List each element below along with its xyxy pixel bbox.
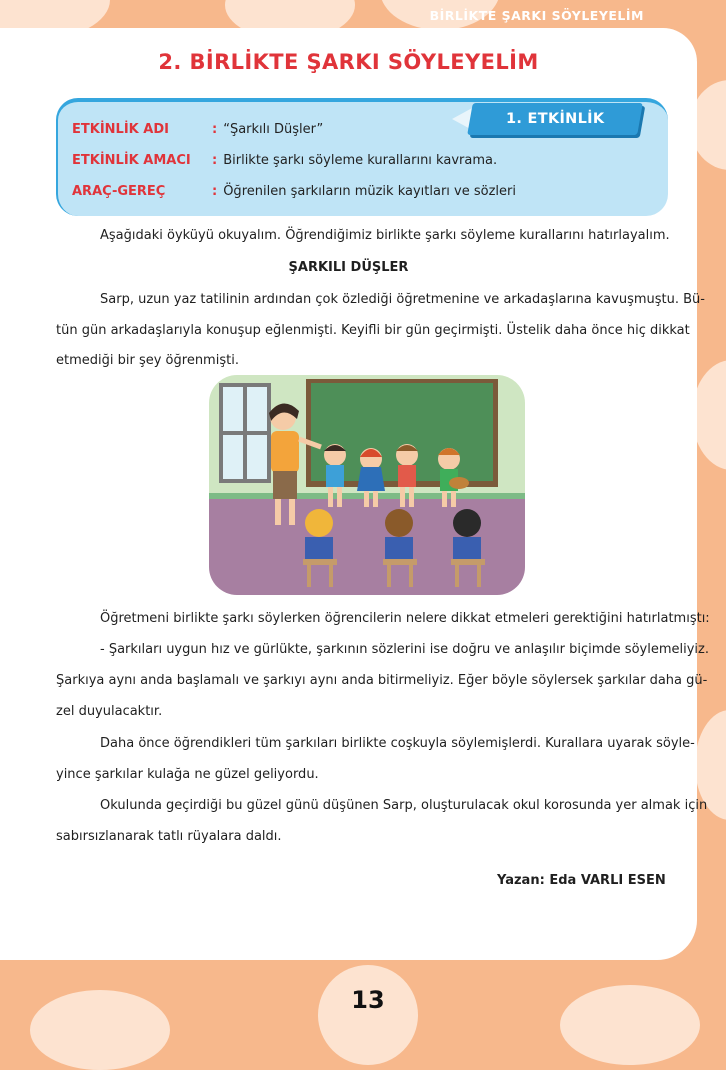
story-line: tün gün arkadaşlarıyla konuşup eğlenmişti. Keyifli bir gün geçirmişti. Üstelik daha önce hiç dikkat: [56, 323, 690, 338]
story-title: ŞARKILI DÜŞLER: [288, 260, 409, 275]
page-number-badge: [318, 965, 418, 1065]
decor-blob: [692, 360, 726, 470]
activity-row-name: [72, 122, 323, 137]
activity-key: ETKİNLİK ADI: [72, 122, 169, 137]
activity-value: Birlikte şarkı söyleme kurallarını kavrama.: [223, 153, 498, 168]
author-label: Yazan:: [497, 873, 545, 888]
story-line: Öğretmeni birlikte şarkı söylerken öğrencilerin nelere dikkat etmeleri gerektiğini hatırlatmıştı:: [100, 611, 710, 626]
activity-colon: :: [212, 122, 218, 137]
activity-key: ETKİNLİK AMACI: [72, 153, 191, 168]
classroom-illustration: [209, 375, 525, 595]
story-line: zel duyulacaktır.: [56, 704, 163, 719]
story-line: - Şarkıları uygun hız ve gürlükte, şarkının sözlerini ise doğru ve anlaşılır biçimde söylemeliyiz.: [100, 642, 709, 657]
story-line: etmediği bir şey öğrenmişti.: [56, 353, 239, 368]
decor-blob: [30, 990, 170, 1070]
intro-text: Aşağıdaki öyküyü okuyalım. Öğrendiğimiz birlikte şarkı söyleme kurallarını hatırlayalım.: [100, 228, 670, 243]
decor-blob: [560, 985, 700, 1065]
activity-colon: :: [212, 153, 218, 168]
story-line: Şarkıya aynı anda başlamalı ve şarkıyı aynı anda bitirmeliyiz. Eğer böyle söylersek şarkılar daha gü-: [56, 673, 708, 688]
author-name: Eda VARLI ESEN: [549, 873, 666, 888]
activity-colon: :: [212, 184, 218, 199]
activity-value: Öğrenilen şarkıların müzik kayıtları ve sözleri: [223, 184, 516, 199]
activity-value: “Şarkılı Düşler”: [223, 122, 324, 137]
story-line: Sarp, uzun yaz tatilinin ardından çok özlediği öğretmenine ve arkadaşlarına kavuşmuştu. Bü-: [100, 292, 705, 307]
author-credit: [497, 873, 666, 888]
story-line: Okulunda geçirdiği bu güzel günü düşünen Sarp, oluşturulacak okul korosunda yer almak için: [100, 798, 708, 813]
activity-key: ARAÇ-GEREÇ: [72, 184, 166, 199]
page-title: 2. BİRLİKTE ŞARKI SÖYLEYELİM: [158, 50, 539, 74]
story-line: Daha önce öğrendikleri tüm şarkıları birlikte coşkuyla söylemişlerdi. Kurallara uyarak söyle-: [100, 736, 695, 751]
running-header-text: BİRLİKTE ŞARKI SÖYLEYELİM: [429, 7, 644, 23]
activity-row-materials: [72, 184, 516, 199]
story-line: sabırsızlanarak tatlı rüyalara daldı.: [56, 829, 282, 844]
activity-ribbon-label: 1. ETKİNLİK: [505, 111, 605, 127]
running-header: [420, 0, 726, 30]
activity-row-purpose: [72, 153, 497, 168]
story-line: yince şarkılar kulağa ne güzel geliyordu.: [56, 767, 319, 782]
activity-ribbon: [467, 103, 643, 135]
classroom-scene-svg: [209, 375, 525, 595]
page-number: 13: [351, 986, 385, 1014]
